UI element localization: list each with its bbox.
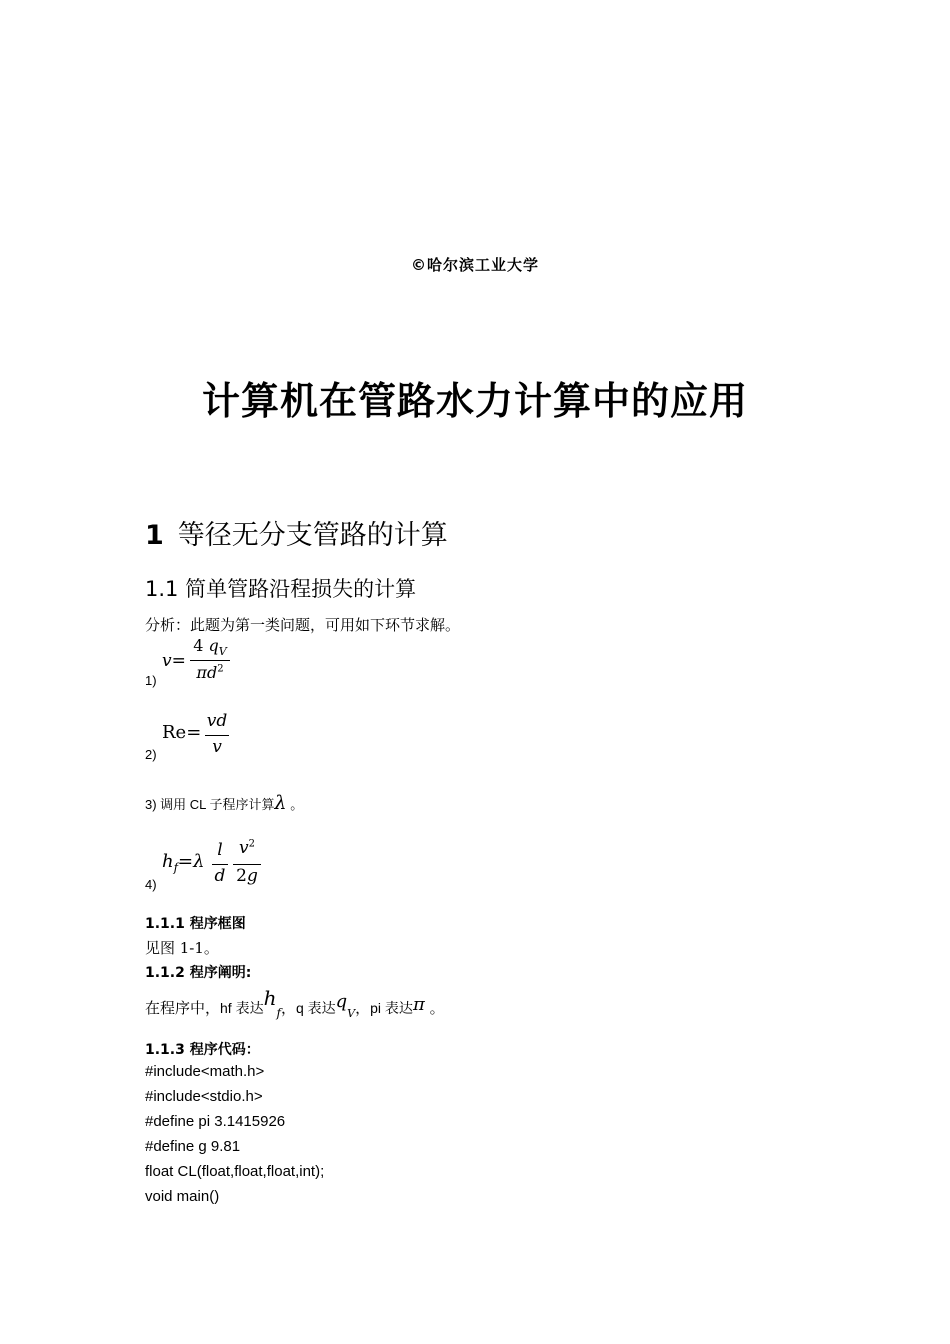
lambda-symbol: λ <box>274 792 287 814</box>
den-var: g <box>246 866 258 886</box>
section-title: 等径无分支管路的计算 <box>177 520 448 551</box>
step-2-label: 2) <box>145 747 157 762</box>
pi-label: pi 表达 <box>370 1000 413 1016</box>
num-coef: 4 <box>193 636 204 655</box>
formula-lhs: Re <box>162 722 187 743</box>
formula-velocity <box>162 651 186 671</box>
q-symbol: q <box>335 991 348 1012</box>
formula-head-loss <box>162 851 205 875</box>
formula-lhs-sub: f <box>173 860 179 875</box>
q-label: q 表达 <box>295 1000 336 1016</box>
den-coef: 2 <box>236 866 247 886</box>
document-title: 计算机在管路水力计算中的应用 <box>201 378 748 423</box>
subsection-1-1-2-body <box>145 986 445 1020</box>
formula-eq: = <box>171 651 186 671</box>
num-sup: 2 <box>248 838 255 850</box>
hf-symbol: h <box>263 986 277 1010</box>
fraction-bar <box>212 864 228 865</box>
section-number: 1 <box>145 520 164 551</box>
code-line: #define g 9.81 <box>145 1138 241 1155</box>
formula-eq: = <box>186 722 202 743</box>
fraction-bar <box>190 660 230 661</box>
body-end: 。 <box>429 999 445 1017</box>
fraction-numerator <box>190 636 230 658</box>
fraction-numerator: vd <box>206 711 228 731</box>
hf-label: hf 表达 <box>220 1000 264 1016</box>
analysis-text: 分析：此题为第一类问题，可用如下环节求解。 <box>145 616 461 634</box>
step-1-label: 1) <box>145 673 157 688</box>
step-3-end: 。 <box>290 797 304 812</box>
step-4-label: 4) <box>145 877 157 892</box>
formula-lhs: v <box>162 651 172 671</box>
hf-sub: f <box>276 1006 281 1020</box>
step-3-label: 3) 调用 CL 子程序计算 <box>145 797 275 812</box>
formula-eq: = <box>178 851 194 872</box>
num-sub: V <box>218 645 227 659</box>
formula-lambda: λ <box>193 851 205 872</box>
den-pi: π <box>196 663 207 682</box>
watermark: ©哈尔滨工业大学 <box>410 256 539 274</box>
code-line: float CL(float,float,float,int); <box>145 1163 325 1180</box>
section-1-heading <box>145 513 448 552</box>
den-sup: 2 <box>217 663 224 675</box>
fraction-bar <box>233 864 261 865</box>
fraction-denominator <box>190 663 230 682</box>
body-prefix: 在程序中， <box>145 999 221 1017</box>
fraction-numerator: l <box>217 840 223 860</box>
formula-reynolds <box>162 722 201 743</box>
subsection-1-1-2-heading: 1.1.2 程序阐明: <box>145 965 252 981</box>
fraction-denominator: d <box>214 866 226 886</box>
subsection-1-1-3-heading: 1.1.3 程序代码： <box>145 1042 260 1058</box>
subsection-1-1-1-body: 见图 1-1。 <box>145 939 219 957</box>
q-sub: V <box>347 1007 356 1020</box>
subsection-1-1-1-heading: 1.1.1 程序框图 <box>145 916 246 932</box>
separator-1: ， <box>280 999 296 1017</box>
code-line: #include<stdio.h> <box>145 1088 263 1105</box>
section-1-1-heading: 1.1 简单管路沿程损失的计算 <box>145 577 417 601</box>
fraction-denominator <box>233 866 261 886</box>
fraction-denominator: v <box>212 737 222 757</box>
pi-symbol: π <box>412 994 425 1015</box>
num-var: v <box>239 838 249 858</box>
code-line: #include<math.h> <box>145 1063 265 1080</box>
step-3 <box>145 792 303 814</box>
code-line: void main() <box>145 1188 220 1205</box>
code-line: #define pi 3.1415926 <box>145 1113 286 1130</box>
den-var: d <box>206 663 218 682</box>
fraction-bar <box>205 735 229 736</box>
formula-lhs: h <box>162 851 174 872</box>
fraction-numerator <box>233 838 261 858</box>
num-var: q <box>208 636 219 655</box>
separator-2: ， <box>355 999 371 1017</box>
